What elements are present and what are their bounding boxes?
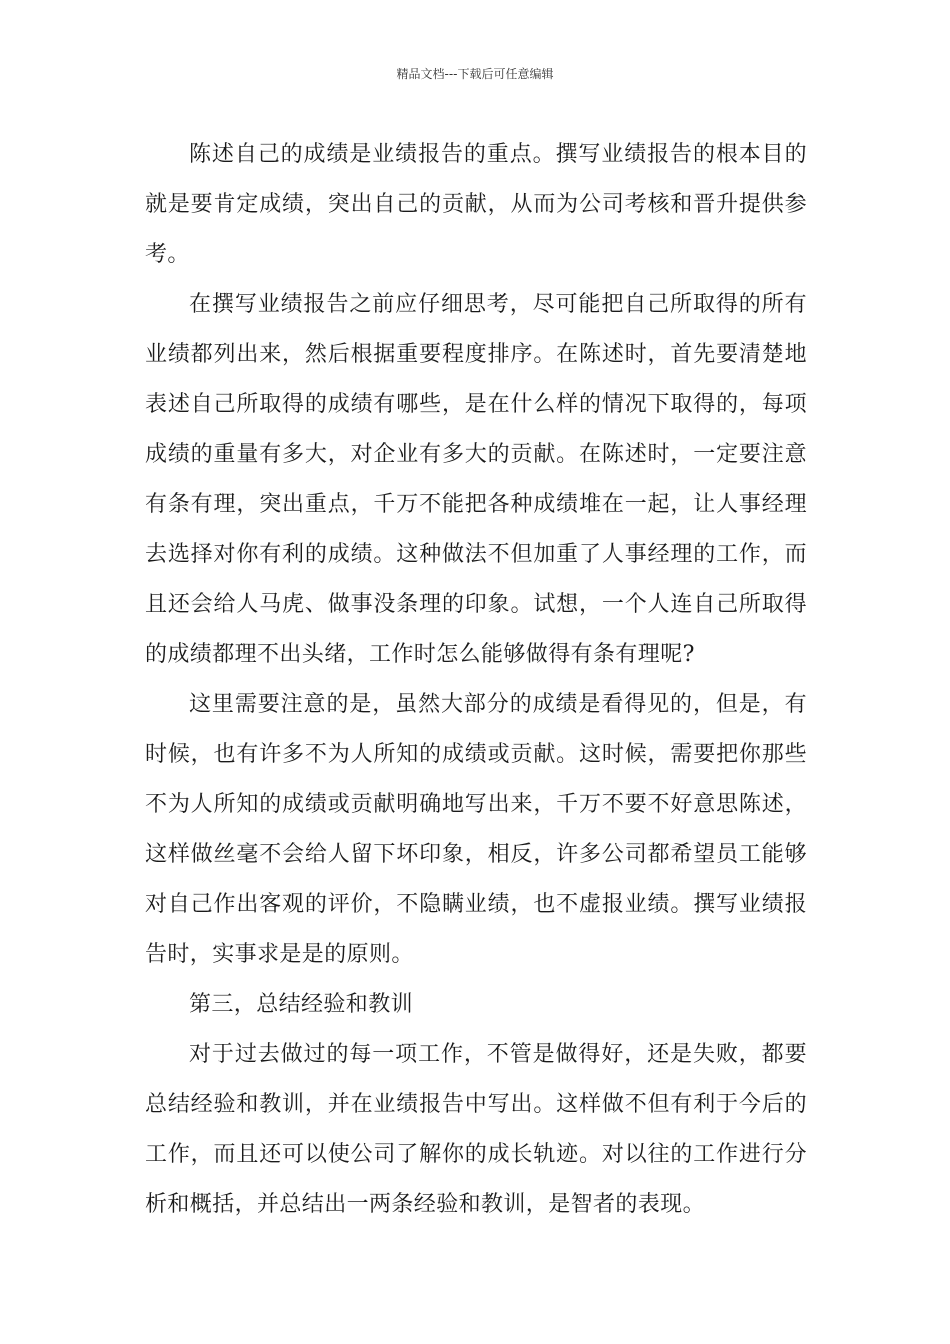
page-header: 精品文档---下载后可任意编辑 xyxy=(396,67,554,81)
section-heading: 第三，总结经验和教训 xyxy=(189,992,414,1017)
paragraph: 对于过去做过的每一项工作，不管是做得好，还是失败，都要总结经验和教训，并在业绩报告中写出。这样做不但有利于今后的工作，而且还可以使公司了解你的成长轨迹。对以往的工作进行分析和概括，并总结出一两条经验和教训，是智者的表现。 xyxy=(145,1042,807,1217)
paragraph: 陈述自己的成绩是业绩报告的重点。撰写业绩报告的根本目的就是要肯定成绩，突出自己的贡献，从而为公司考核和晋升提供参考。 xyxy=(145,142,807,267)
document-body xyxy=(145,130,807,1230)
paragraph: 在撰写业绩报告之前应仔细思考，尽可能把自己所取得的所有业绩都列出来，然后根据重要程度排序。在陈述时，首先要清楚地表述自己所取得的成绩有哪些，是在什么样的情况下取得的，每项成绩的重量有多大，对企业有多大的贡献。在陈述时，一定要注意有条有理，突出重点，千万不能把各种成绩堆在一起，让人事经理去选择对你有利的成绩。这种做法不但加重了人事经理的工作，而且还会给人马虎、做事没条理的印象。试想，一个人连自己所取得的成绩都理不出头绪，工作时怎么能够做得有条有理呢? xyxy=(145,292,807,667)
paragraph: 这里需要注意的是，虽然大部分的成绩是看得见的，但是，有时候，也有许多不为人所知的成绩或贡献。这时候，需要把你那些不为人所知的成绩或贡献明确地写出来，千万不要不好意思陈述，这样做丝毫不会给人留下坏印象，相反，许多公司都希望员工能够对自己作出客观的评价，不隐瞒业绩，也不虚报业绩。撰写业绩报告时，实事求是是的原则。 xyxy=(145,692,807,967)
